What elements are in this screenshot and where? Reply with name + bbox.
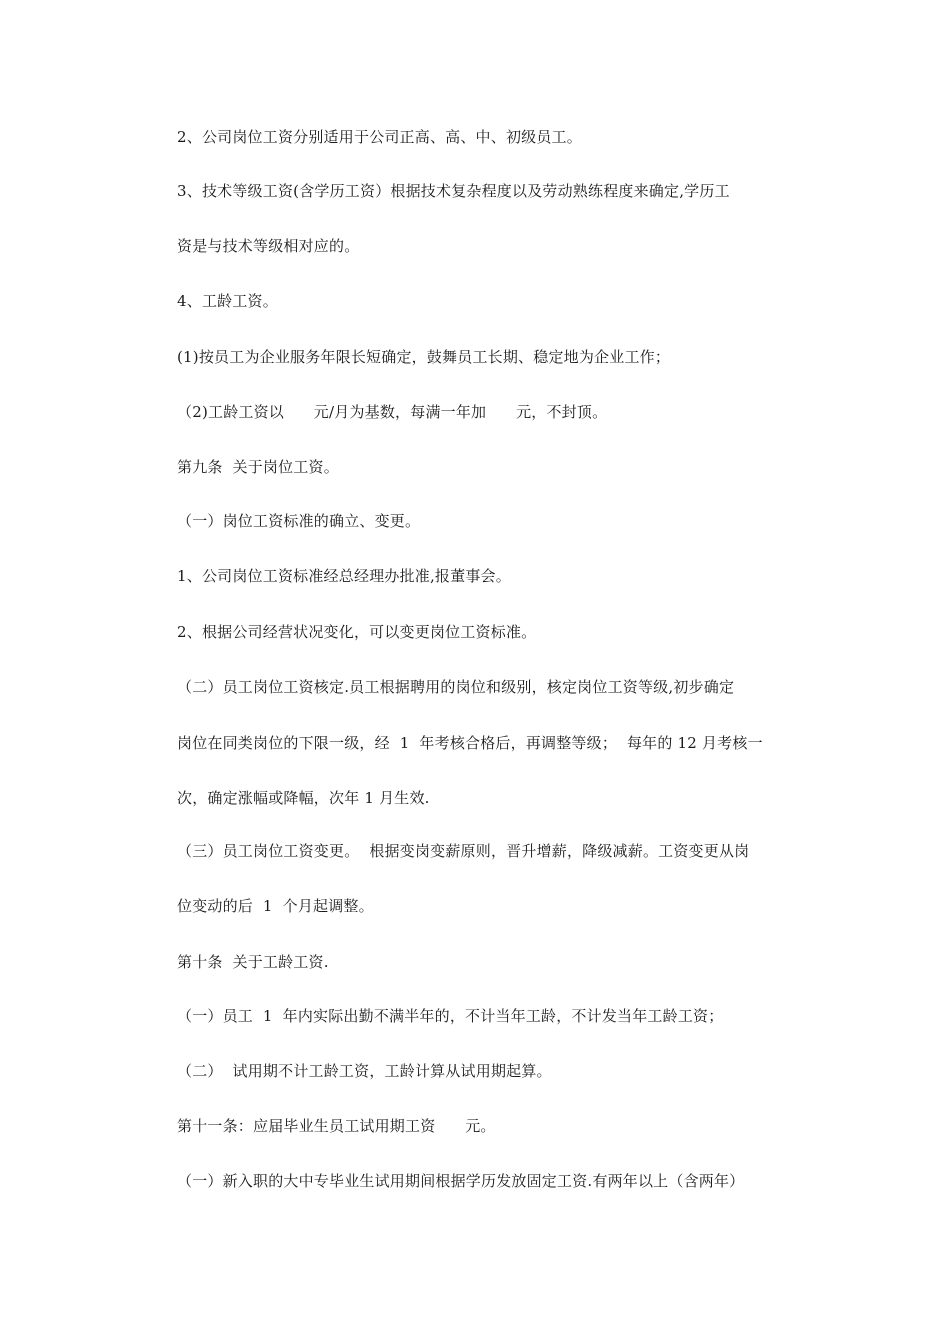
text-line: 次，确定涨幅或降幅，次年 1 月生效. [177,789,430,807]
text-line: 2、公司岗位工资分别适用于公司正高、高、中、初级员工。 [177,128,582,146]
text-line: （一）员工 1 年内实际出勤不满半年的，不计当年工龄，不计发当年工龄工资； [177,1007,724,1025]
text-line: （二）员工岗位工资核定.员工根据聘用的岗位和级别，核定岗位工资等级,初步确定 [177,678,735,696]
text-line: 4、工龄工资。 [177,292,278,310]
text-line: 岗位在同类岗位的下限一级，经 1 年考核合格后，再调整等级； 每年的 12 月考核一 [177,734,763,752]
text-line: （2)工龄工资以 元/月为基数，每满一年加 元，不封顶。 [177,403,608,421]
text-line: （二） 试用期不计工龄工资，工龄计算从试用期起算。 [177,1062,552,1080]
text-line: 位变动的后 1 个月起调整。 [177,897,374,915]
text-line: （一）岗位工资标准的确立、变更。 [177,512,421,530]
text-line: 1、公司岗位工资标准经总经理办批准,报董事会。 [177,567,511,585]
text-line: 资是与技术等级相对应的。 [177,237,360,255]
section-heading: 第九条 关于岗位工资。 [177,458,339,476]
text-line: 2、根据公司经营状况变化，可以变更岗位工资标准。 [177,623,537,641]
text-line: 3、技术等级工资(含学历工资）根据技术复杂程度以及劳动熟练程度来确定,学历工 [177,182,730,200]
text-line: (1)按员工为企业服务年限长短确定，鼓舞员工长期、稳定地为企业工作； [177,348,671,366]
section-heading: 第十一条：应届毕业生员工试用期工资 元。 [177,1117,496,1135]
section-heading: 第十条 关于工龄工资. [177,953,329,971]
text-line: （一）新入职的大中专毕业生试用期间根据学历发放固定工资.有两年以上（含两年） [177,1172,745,1190]
text-line: （三）员工岗位工资变更。 根据变岗变薪原则，晋升增薪，降级减薪。工资变更从岗 [177,842,750,860]
